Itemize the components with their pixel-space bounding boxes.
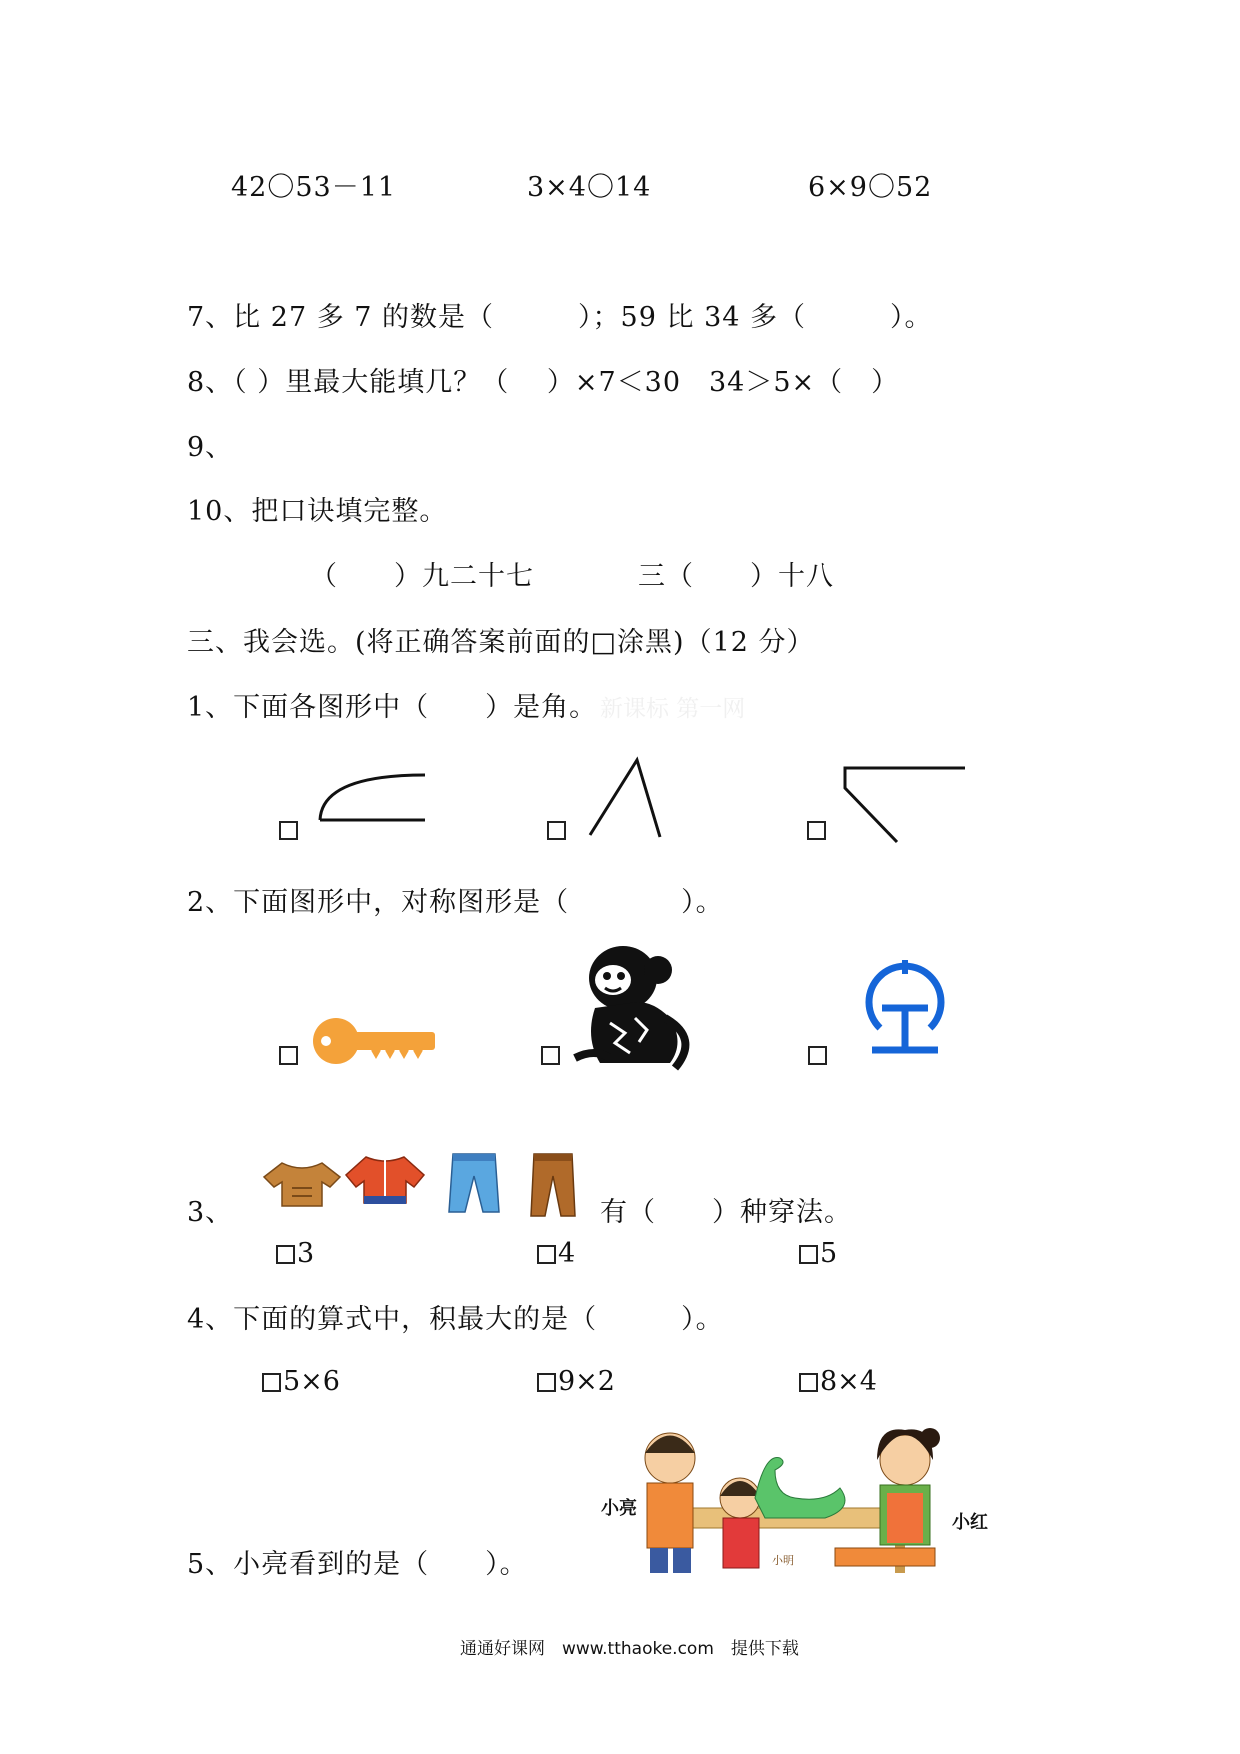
blue-pants-icon [447, 1150, 502, 1215]
children-looking-at-dinosaur-icon [605, 1418, 985, 1578]
open-corner-shape-icon [835, 760, 970, 845]
q4-option-2-label: 9×2 [558, 1366, 615, 1397]
arc-shape-icon [310, 765, 430, 825]
key-icon [312, 1015, 437, 1067]
q2-option-2-checkbox[interactable] [541, 1046, 560, 1065]
q3-option-3[interactable] [799, 1238, 837, 1269]
compare-item-2: 3×4〇14 [527, 172, 652, 203]
question-8: 8、（ ）里最大能填几？（ ）×7＜30 34＞5×（ ） [187, 367, 900, 398]
q3-option-2-label: 4 [558, 1238, 576, 1269]
q3-option-2-checkbox[interactable] [537, 1245, 556, 1264]
footer-text: 通通好课网 www.tthaoke.com 提供下载 [460, 1639, 799, 1659]
q4-option-3[interactable] [799, 1366, 877, 1397]
q4-option-3-checkbox[interactable] [799, 1373, 818, 1392]
compare-item-1: 42〇53－11 [231, 172, 397, 203]
question-10: 10、把口诀填完整。 [187, 496, 448, 527]
s3-question-3-text: 有（ ）种穿法。 [600, 1197, 852, 1228]
q1-option-2-checkbox[interactable] [547, 821, 566, 840]
section-3-heading: 三、我会选。(将正确答案前面的□涂黑)（12 分） [187, 627, 815, 658]
q1-option-1-checkbox[interactable] [279, 821, 298, 840]
jacket-icon [344, 1152, 426, 1207]
label-xiaoliang: 小亮 [601, 1498, 637, 1519]
q10-item-1: （ ）九二十七 [310, 561, 534, 592]
q4-option-1[interactable] [262, 1366, 340, 1397]
q4-option-1-label: 5×6 [283, 1366, 340, 1397]
angle-shape-icon [585, 755, 665, 840]
watermark: 新课标 第一网 [600, 696, 746, 722]
compare-item-3: 6×9〇52 [808, 172, 933, 203]
s3-question-1: 1、下面各图形中（ ）是角。 [187, 692, 598, 723]
brown-pants-icon [528, 1150, 578, 1220]
q4-option-2[interactable] [537, 1366, 615, 1397]
q4-option-3-label: 8×4 [820, 1366, 877, 1397]
s3-question-5: 5、小亮看到的是（ ）。 [187, 1549, 528, 1580]
q10-item-2: 三（ ）十八 [638, 561, 834, 592]
q1-option-3-checkbox[interactable] [807, 821, 826, 840]
sweater-icon [262, 1158, 342, 1208]
monkey-papercut-icon [565, 938, 700, 1070]
q2-option-1-checkbox[interactable] [279, 1046, 298, 1065]
q3-option-3-label: 5 [820, 1238, 838, 1269]
q3-option-2[interactable] [537, 1238, 575, 1269]
label-xiaohong: 小红 [952, 1512, 988, 1533]
q3-option-1-label: 3 [297, 1238, 315, 1269]
label-xiaoming: 小明 [772, 1554, 794, 1567]
q4-option-1-checkbox[interactable] [262, 1373, 281, 1392]
question-7: 7、比 27 多 7 的数是（ ）；59 比 34 多（ ）。 [187, 302, 933, 333]
q3-option-1[interactable] [276, 1238, 314, 1269]
q3-option-1-checkbox[interactable] [276, 1245, 295, 1264]
subway-logo-icon [860, 960, 950, 1060]
q2-option-3-checkbox[interactable] [808, 1046, 827, 1065]
s3-question-4: 4、下面的算式中，积最大的是（ ）。 [187, 1304, 724, 1335]
question-9: 9、 [187, 432, 234, 463]
q3-option-3-checkbox[interactable] [799, 1245, 818, 1264]
s3-question-2: 2、下面图形中，对称图形是（ ）。 [187, 887, 724, 918]
q4-option-2-checkbox[interactable] [537, 1373, 556, 1392]
s3-question-3-number: 3、 [187, 1197, 234, 1228]
